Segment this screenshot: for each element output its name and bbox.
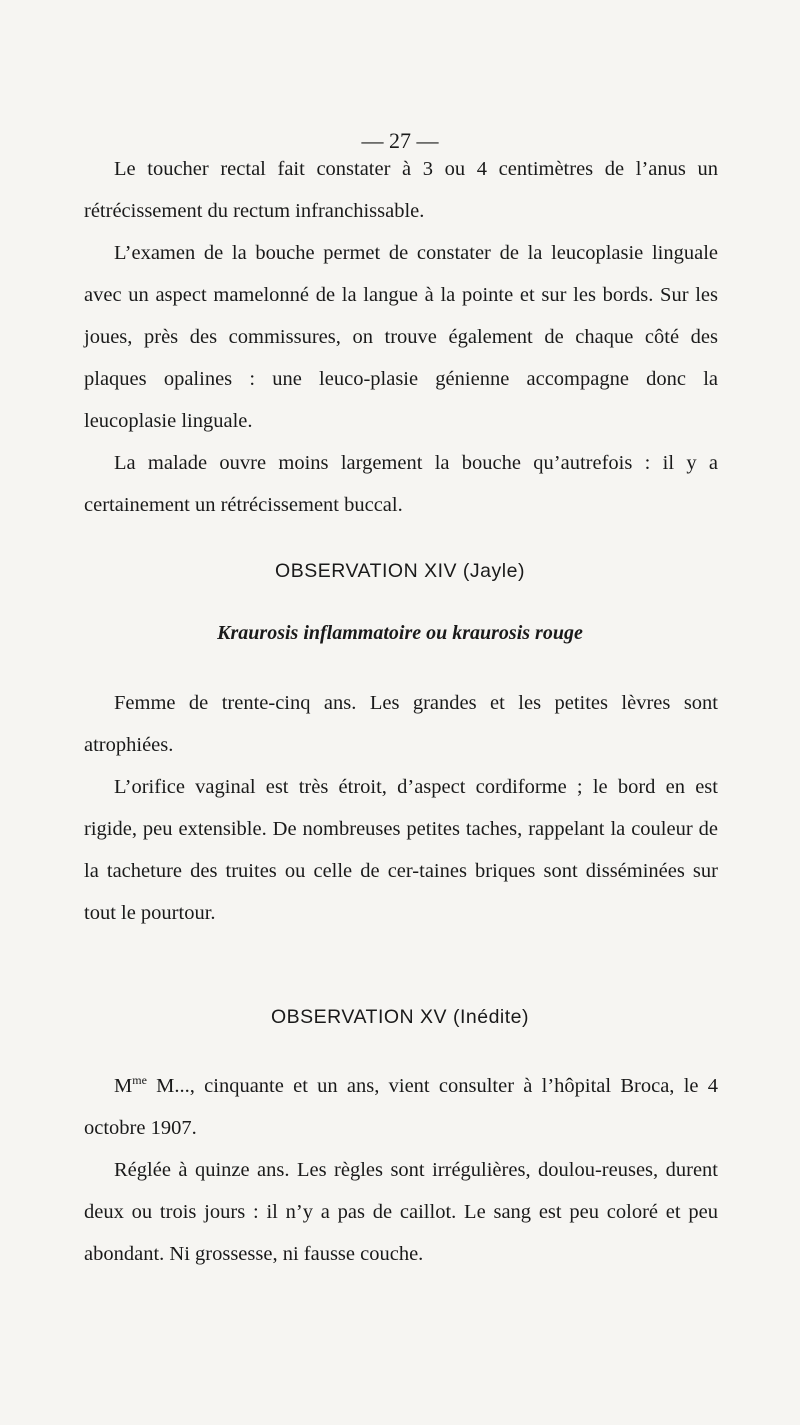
paragraph-patient-description: Femme de trente-cinq ans. Les grandes et les petites lèvres sont atrophiées. [84, 692, 718, 756]
page-number: — 27 — [361, 128, 439, 153]
observation-14-heading: OBSERVATION XIV (Jayle) [275, 560, 525, 582]
title-abbrev: M [114, 1075, 133, 1097]
section-rectal-oral [84, 148, 718, 526]
observation-15-heading: OBSERVATION XV (Inédite) [271, 1006, 529, 1028]
paragraph-vaginal-orifice: L’orifice vaginal est très étroit, d’aspect cordiforme ; le bord en est rigide, peu extensible. De nombreuses petites taches, rappelant la couleur de la tacheture des truites ou celle de cer-taines briques sont disséminées sur tout le pourtour. [84, 776, 718, 924]
observation-14-body [84, 682, 718, 934]
paragraph-menstruation: Réglée à quinze ans. Les règles sont irrégulières, doulou-reuses, durent deux ou trois jours : il n’y a pas de caillot. Le sang est peu coloré et peu abondant. Ni grossesse, ni fausse couche. [84, 1159, 718, 1265]
visit-text: M..., cinquante et un ans, vient consulter à l’hôpital Broca, le 4 octobre 1907. [84, 1075, 718, 1139]
title-superscript: me [132, 1073, 147, 1087]
paragraph-patient-visit [84, 1065, 718, 1149]
paragraph-rectal-exam: Le toucher rectal fait constater à 3 ou 4 centimètres de l’anus un rétrécissement du rectum infranchissable. [84, 158, 718, 222]
paragraph-mouth-opening: La malade ouvre moins largement la bouche qu’autrefois : il y a certainement un rétrécissement buccal. [84, 452, 718, 516]
observation-14-subtitle: Kraurosis inflammatoire ou kraurosis rouge [217, 622, 583, 644]
observation-15-body [84, 1065, 718, 1275]
paragraph-mouth-exam: L’examen de la bouche permet de constater de la leucoplasie linguale avec un aspect mamelonné de la langue à la pointe et sur les bords. Sur les joues, près des commissures, on trouve également de chaque côté des plaques opalines : une leuco-plasie génienne accompagne donc la leucoplasie linguale. [84, 242, 718, 432]
